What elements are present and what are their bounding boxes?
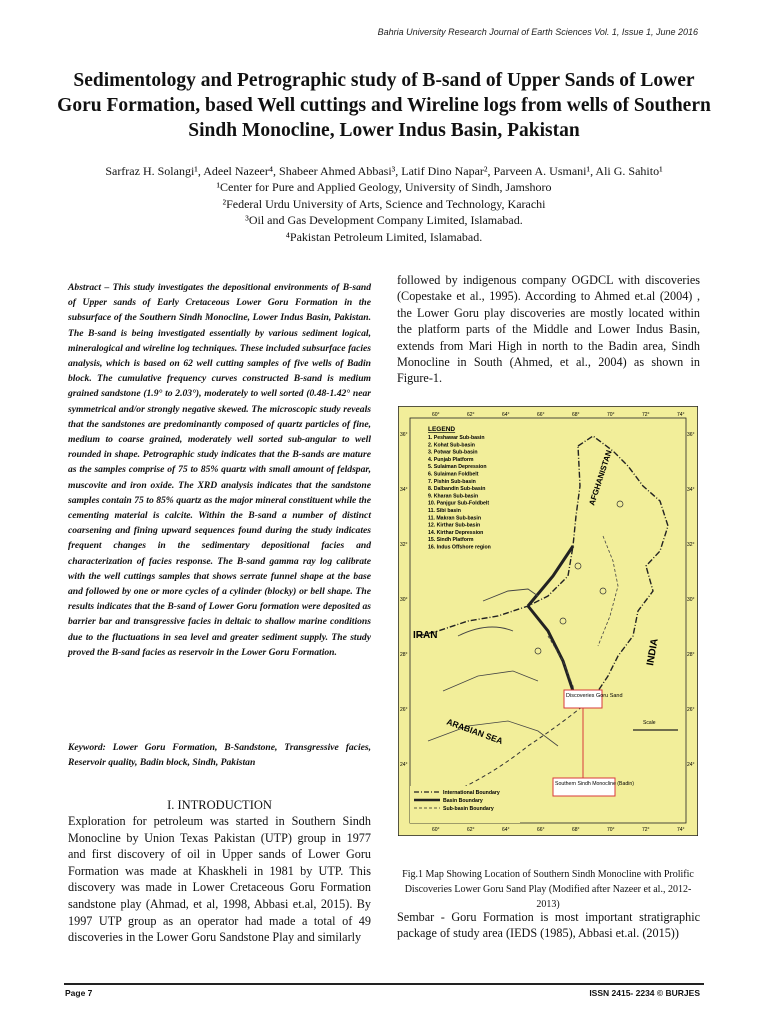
- tick-label: 32°: [400, 542, 408, 548]
- tick-label: 28°: [687, 652, 695, 658]
- tick-label: 72°: [642, 827, 650, 833]
- iran-label: IRAN: [413, 630, 438, 641]
- tick-label: 36°: [687, 432, 695, 438]
- tick-label: 28°: [400, 652, 408, 658]
- section-heading-introduction: I. INTRODUCTION: [167, 798, 272, 812]
- affiliation-3: ³Oil and Gas Development Company Limited, Islamabad.: [245, 213, 523, 227]
- tick-label: 32°: [687, 542, 695, 548]
- author-list: Sarfraz H. Solangi¹, Adeel Nazeer⁴, Shabeer Ahmed Abbasi³, Latif Dino Napar², Parveen A. Usmani¹, Ali G. Sahito¹: [105, 164, 663, 178]
- legend-item: 7. Pishin Sub-basin: [428, 478, 476, 485]
- tick-label: 66°: [537, 827, 545, 833]
- legend-item: 15. Sindh Platform: [428, 537, 474, 544]
- paper-title: Sedimentology and Petrographic study of B-sand of Upper Sands of Lower Goru Formation, based Well cuttings and Wireline logs from wells of Southern Sindh Monocline, Lower Indus Basin, Pakistan: [57, 70, 711, 141]
- tick-label: 26°: [400, 707, 408, 713]
- tick-label: 66°: [537, 412, 545, 418]
- tick-label: 68°: [572, 412, 580, 418]
- tick-label: 30°: [687, 597, 695, 603]
- legend-item: 14. Kirthar Depression: [428, 529, 484, 536]
- keywords: Keyword: Lower Goru Formation, B-Sandstone, Transgressive facies, Reservoir quality, Badin block, Sindh, Pakistan: [68, 742, 371, 769]
- introduction-paragraph: Exploration for petroleum was started in Southern Sindh Monocline by Union Texas Pakistan (UTP) group in 1977 and first discovery of oil in Upper sands of Lower Goru Formation was made at Khaskheli in 1981 by UTP. This discovery was made in Lower Cretaceous Goru Formation sandstone play (Ahmad, et al, 1998, Abbasi et.al, 2015). By 1997 UTP group as an operator had made a total of 49 discoveries in the Lower Goru Sandstone Play and similarly: [68, 814, 371, 945]
- legend-item: 8. Dalbandin Sub-basin: [428, 486, 486, 493]
- scale-label: Scale: [643, 720, 656, 726]
- discovery-label: Discoveries Goru Sand: [566, 693, 623, 699]
- tick-label: 62°: [467, 827, 475, 833]
- legend-item: 12. Kirthar Sub-basin: [428, 522, 481, 529]
- afghanistan-label: AFGHANISTAN: [587, 449, 614, 507]
- figure-map: [398, 406, 698, 836]
- legend-item: 10. Panjgur Sub-Foldbelt: [428, 500, 490, 507]
- tick-label: 60°: [432, 827, 440, 833]
- tick-label: 70°: [607, 827, 615, 833]
- legend-subbasin-label: Sub-basin Boundary: [443, 806, 494, 812]
- affiliation-2: ²Federal Urdu University of Arts, Science and Technology, Karachi: [222, 197, 546, 211]
- tick-label: 74°: [677, 412, 685, 418]
- figure-caption: Fig.1 Map Showing Location of Southern Sindh Monocline with Prolific Discoveries Lower Goru Sand Play (Modified after Nazeer et al., 2012-2013): [402, 869, 694, 910]
- tick-label: 64°: [502, 827, 510, 833]
- legend-item: 11. Sibi basin: [428, 508, 461, 514]
- tick-label: 62°: [467, 412, 475, 418]
- affiliation-1: ¹Center for Pure and Applied Geology, University of Sindh, Jamshoro: [216, 180, 552, 194]
- india-label: INDIA: [645, 637, 661, 667]
- tick-label: 64°: [502, 412, 510, 418]
- legend-item: 4. Punjab Platform: [428, 456, 474, 463]
- tick-label: 26°: [687, 707, 695, 713]
- legend-item: 6. Sulaiman Foldbelt: [428, 471, 479, 478]
- tick-label: 60°: [432, 412, 440, 418]
- legend-item: 11. Makran Sub-basin: [428, 515, 482, 522]
- legend-item: 16. Indus Offshore region: [428, 544, 491, 551]
- tick-label: 34°: [400, 487, 408, 493]
- running-head: Bahria University Research Journal of Earth Sciences Vol. 1, Issue 1, June 2016: [377, 27, 698, 37]
- tick-label: 36°: [400, 432, 408, 438]
- legend-international-label: International Boundary: [443, 790, 500, 796]
- tick-label: 24°: [687, 762, 695, 768]
- legend-title: LEGEND: [428, 426, 456, 433]
- right-column-paragraph-2: Sembar - Goru Formation is most important stratigraphic package of study area (IEDS (1985), Abbasi et.al. (2015)): [397, 910, 700, 941]
- legend-item: 3. Potwar Sub-basin: [428, 449, 478, 456]
- map-svg: [398, 406, 698, 836]
- page-number: Page 7: [65, 988, 93, 998]
- tick-label: 24°: [400, 762, 408, 768]
- legend-item: 2. Kohat Sub-basin: [428, 442, 475, 449]
- tick-label: 72°: [642, 412, 650, 418]
- issn: ISSN 2415- 2234 © BURJES: [589, 988, 700, 998]
- legend-item: 9. Kharan Sub-basin: [428, 493, 479, 500]
- abstract: Abstract – This study investigates the depositional environments of B-sand of Upper sands of Early Cretaceous Lower Goru Formation in the subsurface of the Southern Sindh Monocline, Lower Indus Basin, Pakistan. The B-sand is being investigated essentially by various sediment logical, mineralogical and wireline log techniques. These included subsurface facies analysis, which is based on 62 well cutting samples of five wells of Badin block. The cumulative frequency curves constructed B-sand is medium grained sandstone (1.9° to 2.03°), moderately to well sorted (0.48-1.42° near symmetrical and/or strongly negative skewed. The microscopic study reveals that the sandstones are predominantly composed of quartz particles of fine, medium to coarse grained, moderately well sorted sub-angular to well rounded in shape. Petrographic study indicates that the B-sands are mature as the samples comprise of 75 to 85% quartz with small amount of feldspar, muscovite and iron oxide. The XRD analysis indicates that the sandstone samples contain 75 to 85% quartz as the major mineral constituent while the cementing material is calcite. Within the B-sand a number of distinct coarsening and fining upward sequences found during the study indicates frequent changes in the sedimentary depositional facies and characterization of facies response. The B-sand gamma ray log calibrate with the well cuttings samples that shows serrate funnel shape at the base and followed by one or more cycles of a cylinder (blocky) or bell shape. The results indicates that the B-sand of Lower Goru formation were deposited as barrier bar and transgressive facies in deltaic to shallow marine conditions due to the fluctuations in sea level and greater sediment supply. The study proved the B-sand facies as reservoir in the Lower Goru Formation.: [68, 282, 371, 658]
- legend-item: 1. Peshawar Sub-basin: [428, 435, 485, 441]
- monocline-label: Southern Sindh Monocline (Badin): [555, 781, 635, 787]
- tick-label: 34°: [687, 487, 695, 493]
- legend-basin-label: Basin Boundary: [443, 798, 483, 804]
- tick-label: 68°: [572, 827, 580, 833]
- legend-item: 5. Sulaiman Depression: [428, 464, 487, 471]
- footer-divider: [64, 983, 704, 985]
- tick-label: 70°: [607, 412, 615, 418]
- arabian-sea-label: ARABIAN SEA: [445, 716, 505, 747]
- affiliation-4: ⁴Pakistan Petroleum Limited, Islamabad.: [285, 230, 483, 244]
- right-column-paragraph: followed by indigenous company OGDCL with discoveries (Copestake et al., 1995). According to Ahmed et.al (2004) , the Lower Goru play discoveries are mostly located within the platform parts of the Middle and Lower Indus Basin, extends from Mari High in north to the Badin area, Sindh Monocline in South (Ahmed, et al., 2004) as shown in Figure-1.: [397, 273, 700, 386]
- tick-label: 30°: [400, 597, 408, 603]
- tick-label: 74°: [677, 827, 685, 833]
